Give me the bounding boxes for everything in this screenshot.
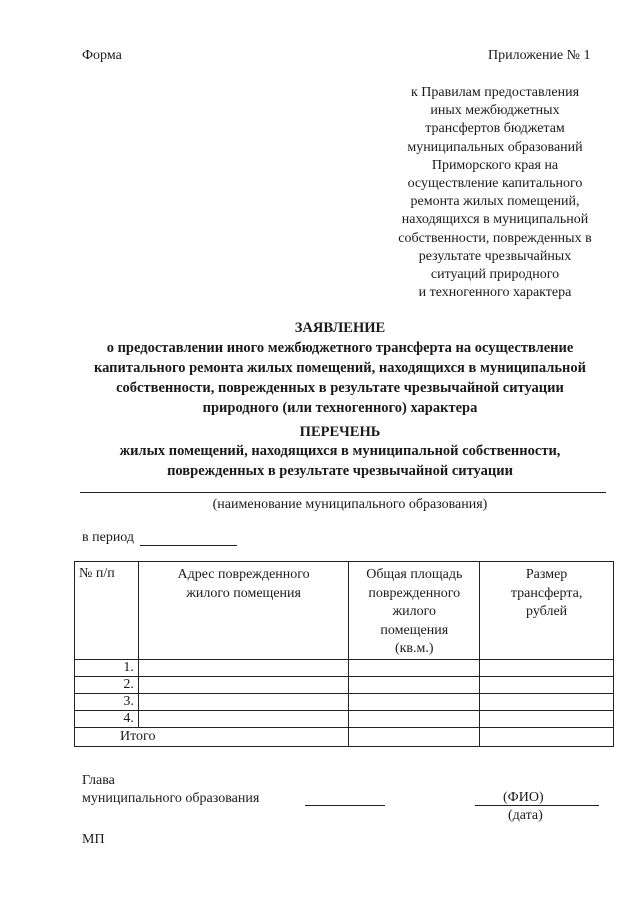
list-subtitle [40, 441, 640, 481]
rules-line: находящихся в муниципальной [401, 212, 589, 228]
table-total-row [75, 727, 614, 746]
fio-line [475, 805, 599, 806]
address-cell[interactable] [138, 676, 349, 693]
total-amount-cell[interactable] [480, 727, 614, 746]
appendix-label: Приложение № 1 [488, 48, 591, 63]
amount-cell[interactable] [480, 710, 614, 727]
rules-line: ситуаций природного [430, 267, 560, 283]
rules-line: осуществление капитального [407, 176, 583, 192]
rules-line: иных межбюджетных [430, 103, 560, 119]
amount-cell[interactable] [480, 693, 614, 710]
municipality-note: (наименование муниципального образования) [212, 497, 488, 512]
date-label: (дата) [508, 808, 543, 823]
header-amount: Размер трансферта, рублей [480, 562, 614, 660]
period-line [140, 545, 237, 546]
statement-line: капитального ремонта жилых помещений, находящихся в муниципальной [93, 360, 587, 376]
header-num: № п/п [75, 562, 139, 660]
total-area-cell[interactable] [349, 727, 480, 746]
header-address: Адрес поврежденного жилого помещения [138, 562, 349, 660]
area-cell[interactable] [349, 693, 480, 710]
address-cell[interactable] [138, 710, 349, 727]
address-cell[interactable] [138, 693, 349, 710]
rules-line: муниципальных образований [407, 139, 583, 155]
list-title: ПЕРЕЧЕНЬ [299, 424, 381, 440]
area-cell[interactable] [349, 659, 480, 676]
table-row [75, 710, 614, 727]
statement-line: собственности, поврежденных в результате чрезвычайной ситуации [116, 380, 564, 396]
row-number: 1. [75, 659, 139, 676]
rules-line: и техногенного характера [418, 285, 572, 301]
rules-line: результате чрезвычайных [418, 248, 572, 264]
statement-title: ЗАЯВЛЕНИЕ [294, 320, 386, 336]
area-cell[interactable] [349, 676, 480, 693]
row-number: 2. [75, 676, 139, 693]
signature-line [305, 805, 385, 806]
header-area: Общая площадь поврежденного жилого помещения (кв.м.) [349, 562, 480, 660]
area-cell[interactable] [349, 710, 480, 727]
row-number: 4. [75, 710, 139, 727]
rules-line: Приморского края на [431, 157, 559, 173]
total-label: Итого [75, 727, 349, 746]
head-of-municipality-label: Глава муниципального образования [82, 773, 260, 806]
table-row [75, 659, 614, 676]
fio-label: (ФИО) [503, 790, 544, 805]
stamp-label: МП [82, 832, 105, 847]
amount-cell[interactable] [480, 659, 614, 676]
statement-line: природного (или техногенного) характера [202, 400, 478, 416]
table-row [75, 693, 614, 710]
amount-cell[interactable] [480, 676, 614, 693]
municipality-name-line [80, 492, 606, 493]
rules-line: трансфертов бюджетам [425, 121, 565, 137]
table-header-row [75, 562, 614, 660]
rules-reference [375, 84, 615, 302]
rules-line: собственности, поврежденных в [398, 230, 592, 246]
rules-line: ремонта жилых помещений, [410, 194, 580, 210]
form-label: Форма [82, 48, 122, 63]
statement-line: о предоставлении иного межбюджетного трансферта на осуществление [106, 340, 574, 356]
period-label: в период [82, 530, 135, 545]
table-row [75, 676, 614, 693]
list-line: поврежденных в результате чрезвычайной ситуации [167, 463, 513, 479]
list-line: жилых помещений, находящихся в муниципальной собственности, [119, 443, 561, 459]
statement-subtitle [40, 338, 640, 418]
row-number: 3. [75, 693, 139, 710]
rules-line: к Правилам предоставления [410, 85, 580, 100]
premises-table [74, 561, 614, 747]
address-cell[interactable] [138, 659, 349, 676]
